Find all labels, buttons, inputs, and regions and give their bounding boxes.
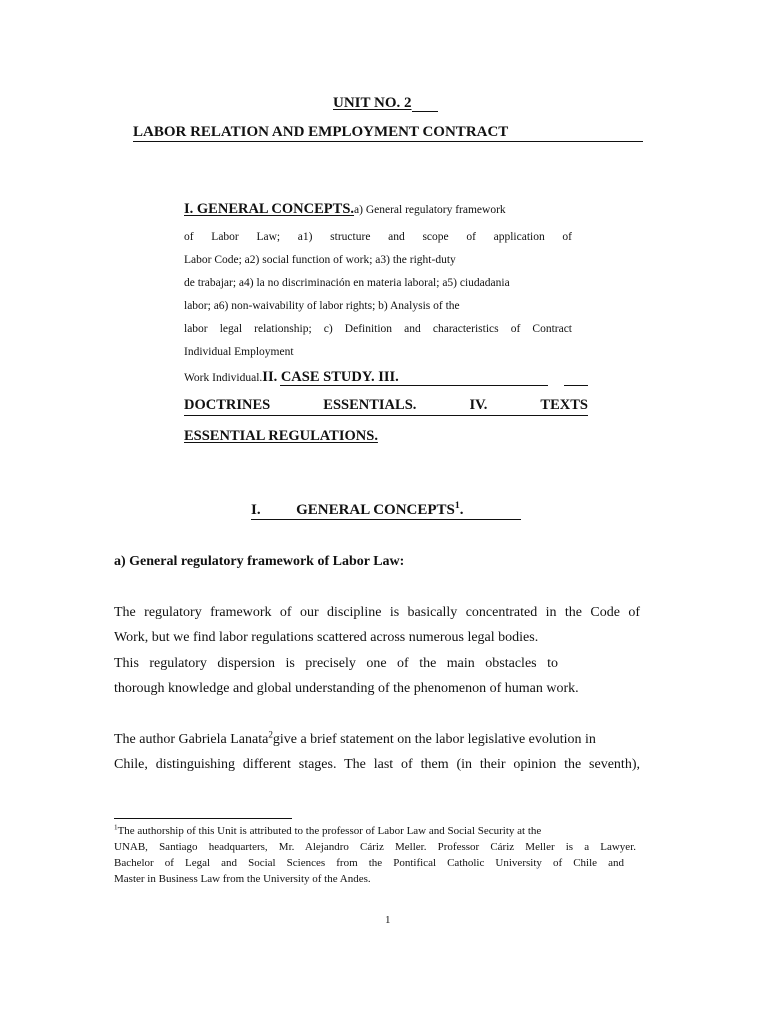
section-title: GENERAL CONCEPTS (296, 502, 455, 518)
section-underline (251, 519, 521, 520)
toc-line-9-a: DOCTRINES (184, 397, 271, 413)
toc-line-5: labor; a6) non-waivability of labor rights; b) Analysis of the (184, 300, 460, 312)
toc-line-7: Individual Employment (184, 346, 294, 358)
subsection-heading: a) General regulatory framework of Labor Law: (114, 554, 405, 569)
paragraph-1-line-2: Work, but we find labor regulations scattered across numerous legal bodies. (114, 630, 539, 645)
footnote-line-2: UNAB, Santiago headquarters, Mr. Alejandro Cáriz Meller. Professor Cáriz Meller is a Lawyer. (114, 841, 636, 853)
toc-line-9-d: TEXTS (540, 397, 588, 413)
footnote-line-4: Master in Business Law from the University of the Andes. (114, 873, 371, 885)
toc-line-6: labor legal relationship; c) Definition and characteristics of Contract (184, 323, 572, 335)
toc-line-1-rest: a) General regulatory framework (354, 204, 506, 216)
paragraph-2-line-2: Chile, distinguishing different stages. The last of them (in their opinion the seventh), (114, 757, 640, 772)
footnote-text-1: The authorship of this Unit is attributed to the professor of Labor Law and Social Security at the (117, 825, 542, 837)
toc-lead: I. GENERAL CONCEPTS. (184, 201, 355, 217)
page-number: 1 (385, 914, 391, 926)
toc-underline-1 (280, 385, 548, 386)
toc-line-10 (184, 428, 378, 445)
toc-line-8-small: Work Individual. (184, 372, 263, 384)
footnote-rule (114, 818, 292, 819)
toc-line-8-big: II. CASE STUDY. III. (262, 369, 399, 385)
toc-line-9-b: ESSENTIALS. (323, 397, 417, 413)
footnote-line-3: Bachelor of Legal and Social Sciences from the Pontifical Catholic University of Chile and (114, 857, 624, 869)
section-heading (251, 502, 464, 519)
footnote-marker: 1 (114, 823, 118, 832)
paragraph-1-line-4: thorough knowledge and global understanding of the phenomenon of human work. (114, 681, 579, 696)
unit-title (333, 95, 438, 112)
footnote-line-1 (114, 825, 624, 837)
page-title: LABOR RELATION AND EMPLOYMENT CONTRACT (133, 124, 509, 140)
toc-line-1 (184, 201, 506, 218)
toc-line-10-text: ESSENTIAL REGULATIONS. (184, 428, 378, 444)
toc-line-9 (184, 397, 588, 414)
paragraph-1-line-3: This regulatory dispersion is precisely one of the main obstacles to (114, 656, 558, 671)
section-title-end: . (459, 502, 464, 518)
toc-line-9-c: IV. (469, 397, 488, 413)
title-underline (133, 141, 643, 142)
toc-line-3: Labor Code; a2) social function of work; a3) the right-duty (184, 254, 456, 266)
paragraph-2-line-1 (114, 729, 640, 748)
unit-underline (412, 97, 438, 112)
paragraph-2-text-a: The author Gabriela Lanata (114, 732, 269, 747)
toc-underline-3 (184, 415, 588, 416)
section-number: I. (251, 502, 261, 518)
toc-line-4: de trabajar; a4) la no discriminación en materia laboral; a5) ciudadania (184, 277, 510, 289)
paragraph-1-line-1: The regulatory framework of our discipline is basically concentrated in the Code of (114, 605, 640, 620)
toc-line-8 (184, 369, 399, 386)
unit-label: UNIT NO. 2 (333, 95, 412, 111)
footnote-ref-2[interactable]: 2 (268, 729, 273, 740)
footnote-ref-1[interactable]: 1 (454, 500, 460, 511)
paragraph-2-text-b: give a brief statement on the labor legislative evolution in (272, 732, 596, 747)
toc-underline-2 (564, 385, 588, 386)
toc-line-2: of Labor Law; a1) structure and scope of application of (184, 231, 572, 243)
